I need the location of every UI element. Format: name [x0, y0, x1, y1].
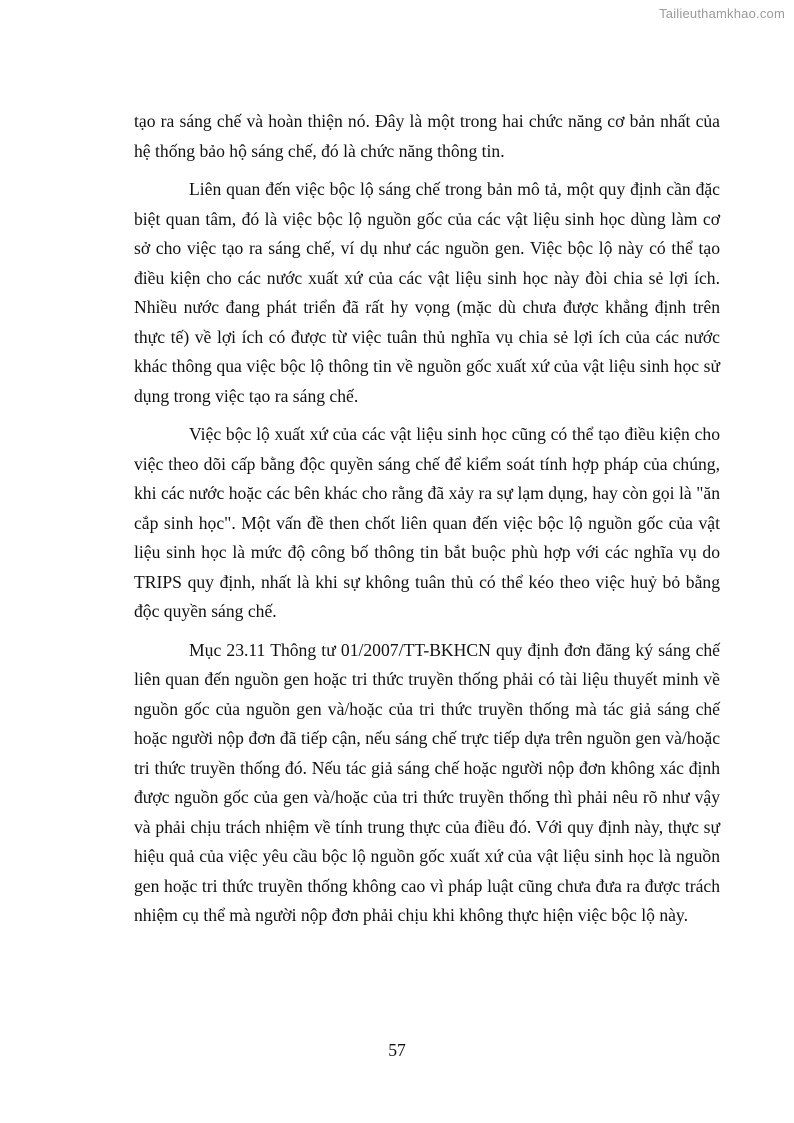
document-body: [134, 107, 720, 940]
paragraph: Liên quan đến việc bộc lộ sáng chế trong bản mô tả, một quy định cần đặc biệt quan tâm, đó là việc bộc lộ nguồn gốc của các vật liệu sinh học dùng làm cơ sở cho việc tạo ra sáng chế, ví dụ như các nguồn gen. Việc bộc lộ này có thể tạo điều kiện cho các nước xuất xứ của các vật liệu sinh học này đòi chia sẻ lợi ích. Nhiều nước đang phát triển đã rất hy vọng (mặc dù chưa được khẳng định trên thực tế) về lợi ích có được từ việc tuân thủ nghĩa vụ chia sẻ lợi ích của các nước khác thông qua việc bộc lộ thông tin về nguồn gốc xuất xứ của vật liệu sinh học sử dụng trong việc tạo ra sáng chế.: [134, 179, 720, 406]
paragraph: Mục 23.11 Thông tư 01/2007/TT-BKHCN quy định đơn đăng ký sáng chế liên quan đến nguồn gen hoặc tri thức truyền thống phải có tài liệu thuyết minh về nguồn gốc của nguồn gen và/hoặc của tri thức truyền thống mà tác giả sáng chế hoặc người nộp đơn đã tiếp cận, nếu sáng chế trực tiếp dựa trên nguồn gen và/hoặc tri thức truyền thống đó. Nếu tác giả sáng chế hoặc người nộp đơn không xác định được nguồn gốc của gen và/hoặc của tri thức truyền thống thì phải nêu rõ như vậy và phải chịu trách nhiệm về tính trung thực của điều đó. Với quy định này, thực sự hiệu quả của việc yêu cầu bộc lộ nguồn gốc xuất xứ của vật liệu sinh học là nguồn gen hoặc tri thức truyền thống không cao vì pháp luật cũng chưa đưa ra được trách nhiệm cụ thể mà người nộp đơn phải chịu khi không thực hiện việc bộc lộ này.: [134, 639, 720, 925]
paragraph: Việc bộc lộ xuất xứ của các vật liệu sinh học cũng có thể tạo điều kiện cho việc theo dõi cấp bằng độc quyền sáng chế để kiểm soát tính hợp pháp của chúng, khi các nước hoặc các bên khác cho rằng đã xảy ra sự lạm dụng, hay còn gọi là "ăn cắp sinh học". Một vấn đề then chốt liên quan đến việc bộc lộ nguồn gốc của vật liệu sinh học là mức độ công bố thông tin bắt buộc phù hợp với các nghĩa vụ do TRIPS quy định, nhất là khi sự không tuân thủ có thể kéo theo việc huỷ bỏ bằng độc quyền sáng chế.: [134, 424, 720, 621]
watermark-text: Tailieuthamkhao.com: [659, 6, 785, 21]
page-number: 57: [388, 1040, 406, 1060]
paragraph-continuation: tạo ra sáng chế và hoàn thiện nó. Đây là một trong hai chức năng cơ bản nhất của hệ thống bảo hộ sáng chế, đó là chức năng thông tin.: [134, 111, 720, 161]
